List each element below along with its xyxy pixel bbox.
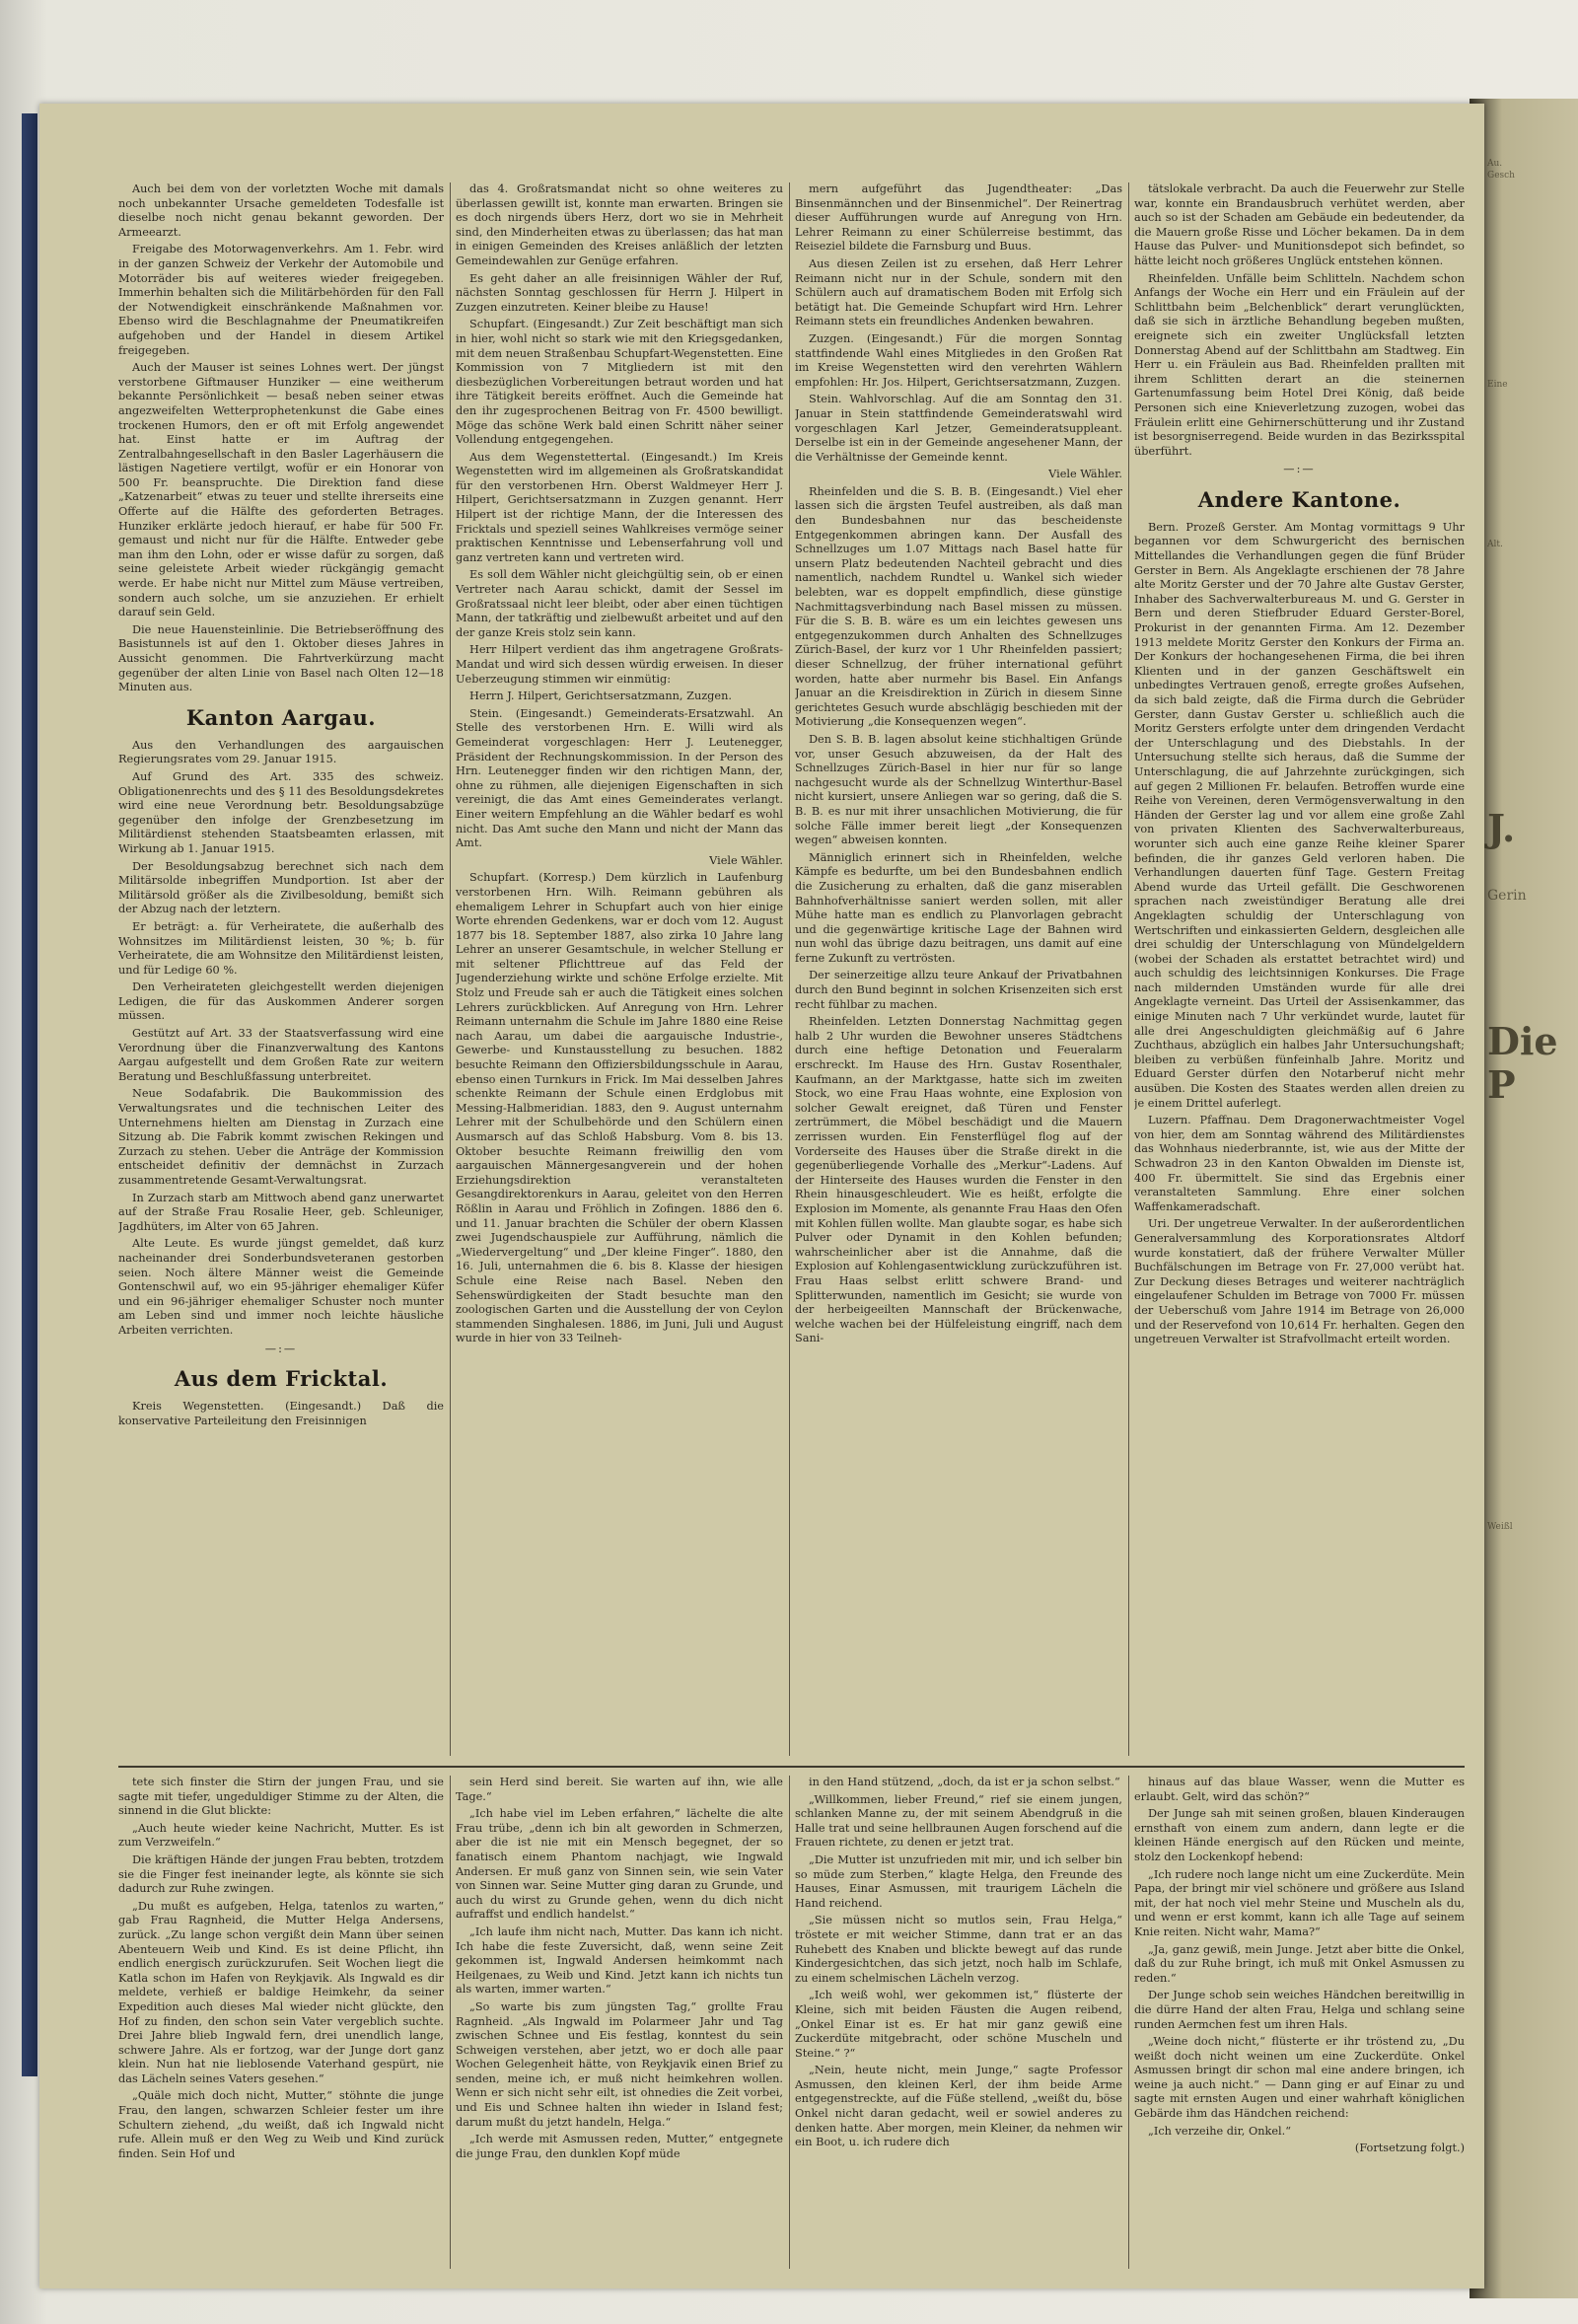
article-paragraph: Stein. (Eingesandt.) Gemeinderats-Ersatzwahl. An Stelle des verstorbenen Hrn. E. Willi wird als Gemeinderat vorgeschlagen: Herr J. Leutenegger, Präsident der Rechnungskommission. In der Person des Hrn. Leutenegger finden wir den richtigen Mann, der, ohne zu rühmen, alle diejenigen Eigenschaften in sich vereinigt, die das Amt eines Gemeinderates verlangt. Einer weitern Empfehlung an die Wähler bedarf es wohl nicht. Das Amt suche den Mann und nicht der Mann das Amt. [456, 706, 783, 850]
article-paragraph: Männiglich erinnert sich in Rheinfelden, welche Kämpfe es bedurfte, um bei den Bundesbahnen endlich die Zusicherung zu erhalten, daß die ganz miserablen Bahnhofverhältnisse saniert werden sollen, mit aller Mühe hatte man es endlich zu Planvorlagen gebracht und die gegenwärtige kritische Lage der Bahnen wird nun wohl das übrige dazu beitragen, uns damit auf eine ferne Zukunft zu vertrösten. [795, 850, 1122, 965]
edge-fragment: Gerin [1487, 888, 1527, 904]
section-heading: Kanton Aargau. [185, 704, 377, 730]
article-paragraph: „So warte bis zum jüngsten Tag,“ grollte Frau Ragnheid. „Als Ingwald im Polarmeer Jahr und Tag zwischen Schnee und Eis festlag, konntest du sein Schweigen verstehen, aber jetzt, wo er doch alle paar Wochen Gelegenheit hätte, von Reykjavik einen Brief zu senden, meine ich, er muß nicht heimkehren wollen. Wenn er sich nicht sehr eilt, ist ohnedies die Zeit vorbei, und Eis und Schnee halten ihn wieder in Island fest; darum mußt du jetzt handeln, Helga.“ [456, 1999, 783, 2129]
article-paragraph: das 4. Großratsmandat nicht so ohne weiteres zu überlassen gewillt ist, konnte man erwarten. Bringen sie es doch nirgends übers Herz, dort wo sie in Mehrheit sind, den Minderheiten etwas zu überlassen; das hat man in einigen Gemeinden des Kreises anläßlich der letzten Gemeindewahlen zur Genüge erfahren. [456, 182, 783, 267]
article-paragraph: „Ich weiß wohl, wer gekommen ist,“ flüsterte der Kleine, sich mit beiden Fäusten die Augen reibend, „Onkel Einar ist es. Er hat mir ganz gewiß eine Zuckerdüte mitgebracht, oder schöne Muscheln und Steine.“ ?“ [795, 1989, 1122, 2060]
article-paragraph: mern aufgeführt das Jugendtheater: „Das Binsenmännchen und der Binsenmichel“. Der Reinertrag dieser Aufführungen wurde auf Anregung von Hrn. Lehrer Reimann zu einer Schülerreise bestimmt, das Reiseziel bildete die Farnsburg und Buus. [795, 182, 1122, 254]
book-binding-strip [22, 113, 37, 2076]
article-paragraph: Neue Sodafabrik. Die Baukommission des Verwaltungsrates und die technischen Leiter des Unternehmens hielten am Dienstag in Zurzach eine Sitzung ab. Die Fabrik kommt zwischen Rekingen und Zurzach zu stehen. Ueber die Anträge der Kommission entscheidet definitiv der demnächst in Zurzach zusammentretende Gesamt-Verwaltungsrat. [118, 1087, 444, 1187]
edge-fragment: Die P [1487, 1019, 1558, 1107]
article-paragraph: tete sich finster die Stirn der jungen Frau, und sie sagte mit tiefer, ungeduldiger Stimme zu der Alten, die sinnend in die Glut blickte: [118, 1776, 444, 1818]
column-3 [795, 182, 1122, 1756]
article-paragraph: Er beträgt: a. für Verheiratete, die außerhalb des Wohnsitzes im Militärdienst leisten, 30 %; b. für Verheiratete, die am Wohnsitze den Militärdienst leisten, und für Ledige 60 %. [118, 919, 444, 977]
article-paragraph: „Quäle mich doch nicht, Mutter,“ stöhnte die junge Frau, den langen, schwarzen Schleier fester um ihre Schultern ziehend, „du weißt, daß ich Ingwald nicht rufe. Allein muß er den Weg zu Weib und Kind zurück finden. Sein Hof und [118, 2089, 444, 2160]
newspaper-page [39, 104, 1484, 2288]
column-1 [118, 182, 444, 1756]
edge-fragment: Eine [1487, 380, 1508, 390]
column-rule [789, 1776, 790, 2269]
article-paragraph: Der Junge sah mit seinen großen, blauen Kinderaugen ernsthaft von einem zum andern, dann legte er die kleinen Hände energisch auf den Rücken und meinte, stolz den Lockenkopf hebend: [1134, 1807, 1465, 1863]
article-paragraph: Uri. Der ungetreue Verwalter. In der außerordentlichen Generalversammlung des Korporationsrates Altdorf wurde konstatiert, daß der frühere Verwalter Müller Buchfälschungen im Betrage von Fr. 27,000 verübt hat. Zur Deckung dieses Betrages und weiterer nachträglich eingelaufener Schulden im Betrage von 7000 Fr. müssen der Ueberschuß vom Jahre 1914 im Betrage von 26,000 und der Reservefond von 10,614 Fr. herhalten. Gegen den ungetreuen Verwalter ist Strafvollmacht erteilt worden. [1134, 1217, 1465, 1346]
column-rule [450, 1776, 451, 2269]
column-rule [450, 182, 451, 1756]
article-paragraph: in den Hand stützend, „doch, da ist er ja schon selbst.“ [809, 1776, 1120, 1788]
article-paragraph: Stein. Wahlvorschlag. Auf die am Sonntag den 31. Januar in Stein stattfindende Gemeinderatswahl wird vorgeschlagen Karl Jetzer, Gemeinderatsuppleant. Derselbe ist ein in der Gemeinde angesehener Mann, der die Verhältnisse der Gemeinde kennt. [795, 393, 1122, 464]
article-paragraph: tätslokale verbracht. Da auch die Feuerwehr zur Stelle war, konnte ein Brandausbruch verhütet werden, aber auch so ist der Schaden am Gebäude ein bedeutender, da die Mauern große Risse und Löcher bekamen. Da in dem Hause das Pulver- und Munitionsdepot sich befindet, so hätte leicht noch größeres Unglück entstehen können. [1134, 182, 1465, 267]
article-paragraph: Auf Grund des Art. 335 des schweiz. Obligationenrechts und des § 11 des Besoldungsdekretes wird eine neue Verordnung betr. Besoldungsabzüge gegenüber den infolge der Grenzbesetzung im Militärdienst stehenden Staatsbeamten erlassen, mit Wirkung ab 1. Januar 1915. [118, 769, 444, 855]
article-paragraph: Kreis Wegenstetten. (Eingesandt.) Daß die konservative Parteileitung den Freisinnigen [118, 1400, 444, 1427]
article-paragraph: Der Besoldungsabzug berechnet sich nach dem Militärsolde inbegriffen Mundportion. Ist aber der Militärsold größer als die Zivilbesoldung, bemißt sich der Abzug nach der letztern. [118, 859, 444, 916]
article-paragraph: Der Junge schob sein weiches Händchen bereitwillig in die dürre Hand der alten Frau, Helga und schlang seine runden Aermchen fest um ihren Hals. [1134, 1989, 1465, 2031]
section-heading: Aus dem Fricktal. [174, 1366, 389, 1392]
article-paragraph: Aus diesen Zeilen ist zu ersehen, daß Herr Lehrer Reimann nicht nur in der Schule, sondern mit den Schülern auch auf dramatischem Boden mit Erfolg sich betätigt hat. Die Gemeinde Schupfart wird Hrn. Lehrer Reimann stets ein freundliches Andenken bewahren. [795, 256, 1122, 328]
separator: —:— [264, 1342, 298, 1355]
article-paragraph: Die kräftigen Hände der jungen Frau bebten, trotzdem sie die Finger fest ineinander legte, als könnte sie sich dadurch zur Ruhe zwingen. [118, 1852, 444, 1896]
signature-line: Viele Wähler. [709, 853, 783, 867]
column-rule [789, 182, 790, 1756]
article-paragraph: „Nein, heute nicht, mein Junge,“ sagte Professor Asmussen, den kleinen Kerl, der ihm beide Arme entgegenstreckte, auf die Füße stellend, „weißt du, böse Onkel nicht daran gedacht, weil er sowiel anderes zu denken hatte. Aber morgen, mein Kleiner, da nehmen wir ein Boot, u. ich rudere dich [795, 2064, 1122, 2149]
edge-fragment: Au. [1487, 159, 1503, 169]
article-paragraph: Rheinfelden. Unfälle beim Schlitteln. Nachdem schon Anfangs der Woche ein Herr und ein Fräulein auf der Schlittbahn beim „Belchenblick“ derart verunglückten, daß sie sich in ärztliche Behandlung begeben mußten, ereignete sich ein zweiter Unglücksfall letzten Donnerstag Abend auf der Schlittbahn am Stadtweg. Ein Herr u. ein Fräulein aus Bad. Rheinfelden prallten mit ihrem Schlitten derart an die steinernen Gartenumfassung beim Hotel Drei König, daß beide Personen sich eine Knieverletzung zuzogen, wobei das Fräulein erlitt eine Gehirnerschütterung und ihr Zustand ist besorgniserregend. Beide wurden in das Bezirksspital überführt. [1134, 271, 1465, 458]
column-rule [1128, 1776, 1129, 2269]
article-paragraph: Alte Leute. Es wurde jüngst gemeldet, daß kurz nacheinander drei Sonderbundsveteranen gestorben seien. Noch ältere Männer weist die Gemeinde Gontenschwil auf, wo ein 95-jähriger ehemaliger Küfer und ein 96-jähriger ehemaliger Schuster noch munter am Leben sind und immer noch leichte häusliche Arbeiten verrichten. [118, 1237, 444, 1337]
article-paragraph: „Willkommen, lieber Freund,“ rief sie einem jungen, schlanken Manne zu, der mit seinem Abendgruß in die Halle trat und seine hellbraunen Augen forschend auf die Frauen richtete, zu denen er jetzt trat. [795, 1792, 1122, 1850]
article-paragraph: Bern. Prozeß Gerster. Am Montag vormittags 9 Uhr begannen vor dem Schwurgericht des bernischen Mittellandes die Verhandlungen gegen die fünf Brüder Gerster in Bern. Als Angeklagte erschienen der 78 Jahre alte Moritz Gerster und der 70 Jahre alte Gustav Gerster, Inhaber des Sachverwalterbureaus M. und G. Gerster in Bern und deren Stiefbruder Eduard Gerster-Borel, Prokurist in der genannten Firma. Am 12. Dezember 1913 meldete Moritz Gerster den Konkurs der Firma an. Der Konkurs der hochangesehenen Firma, die bei ihren Klienten und in der ganzen Geschäftswelt ein unbedingtes Vertrauen genoß, erregte großes Aufsehen, da sich bald zeigte, daß die Firma durch die Gebrüder Gerster, dann Gustav Gerster u. schließlich auch die Moritz Gersters erfolgte unter dem dringenden Verdacht der Unterschlagung und des Diebstahls. In der Untersuchung stellte sich heraus, daß die Summe der Unterschlagung, die auf Jahrzehnte zurückgingen, sich auf gegen 2 Millionen Fr. belaufen. Betroffen wurde eine Reihe von Vereinen, deren Vermögensverwaltung in den Händen der Gerster lag und vor allem eine große Zahl von privaten Klienten des Sachverwalterbureaus, worunter sich auch eine ganze Reihe kleiner Sparer befinden, die ihr ganzes Geld verloren haben. Die Verhandlungen dauerten fünf Tage. Gestern Freitag Abend wurde das Urteil gefällt. Die Geschworenen sprachen nach zweistündiger Beratung alle drei Angeklagten schuldig der Unterschlagung von Wertschriften und einkassierten Geldern, desgleichen alle drei schuldig der Unterschlagung von Mündelgeldern (wobei der Schaden als erstattet betrachtet wird) und auch schuldig des leichtsinnigen Konkurses. Die Frage nach mildernden Umständen wurde für alle drei Angeklagte verneint. Das Urteil der Assisenkammer, das einige Minuten nach 7 Uhr verkündet wurde, lautet für alle drei Angeschuldigten gleichmäßig auf 6 Jahre Zuchthaus, abzüglich ein halbes Jahr Untersuchungshaft; bleiben zu verbüßen fünfeinhalb Jahre. Moritz und Eduard Gerster dürfen den Notarberuf nicht mehr ausüben. Die Kosten des Staates werden allen dreien zu je einem Drittel auferlegt. [1134, 520, 1465, 1110]
article-paragraph: Freigabe des Motorwagenverkehrs. Am 1. Febr. wird in der ganzen Schweiz der Verkehr der Automobile und Motorräder bis auf weiteres wieder freigegeben. Immerhin behalten sich die Militärbehörden für den Fall der Notwendigkeit einschränkende Maßnahmen vor. Ebenso wird die Beschlagnahme der Pneumatikreifen aufgehoben und der Handel in diesem Artikel freigegeben. [118, 243, 444, 357]
article-paragraph: „Du mußt es aufgeben, Helga, tatenlos zu warten,“ gab Frau Ragnheid, die Mutter Helga Andersens, zurück. „Zu lange schon vergißt dein Mann über seinen Abenteuern Weib und Kind. Es ist deine Pflicht, ihn endlich energisch zurückzurufen. Seit Wochen liegt die Katla schon im Hafen von Reykjavik. Als Ingwald es dir meldete, verhieß er baldige Heimkehr, da seiner Expedition auch dieses Mal wieder nicht glückte, den Hof zu finden, den schon sein Vater vergeblich suchte. Drei Jahre blieb Ingwald fern, drei unendlich lange, schwere Jahre. Als er fortzog, war der Junge dort ganz klein. Nun hat nie lieblosende Vaterhand gespürt, nie das Lächeln seines Vaters gesehen.“ [118, 1899, 444, 2085]
next-page-edge [1470, 99, 1578, 2298]
article-paragraph: Auch bei dem von der vorletzten Woche mit damals noch unbekannter Ursache gemeldeten Todesfalle ist dieselbe noch nicht genau bekannt geworden. Der Armeearzt. [118, 182, 444, 239]
article-paragraph: „Ja, ganz gewiß, mein Junge. Jetzt aber bitte die Onkel, daß du zur Ruhe bringt, ich muß mit Onkel Asmussen zu reden.“ [1134, 1942, 1465, 1985]
article-paragraph: Rheinfelden. Letzten Donnerstag Nachmittag gegen halb 2 Uhr wurden die Bewohner unseres Städtchens durch eine heftige Detonation und Feueralarm erschreckt. Im Hause des Hrn. Gustav Rosenthaler, Kaufmann, an der Marktgasse, hatte sich im zweiten Stock, wo eine Frau Haas wohnte, eine Explosion von solcher Gewalt ereignet, daß Türen und Fenster zertrümmert, die Möbel beschädigt und die Mauern zerrissen wurden. Ein Fensterflügel flog auf der Vorderseite des Hauses über die Straße direkt in die gegenüberliegende Vorhalle des „Merkur“-Ladens. Auf der Hinterseite des Hauses wurden die Fenster in den Rhein hinausgeschleudert. Wie es heißt, erfolgte die Explosion im Momente, als genannte Frau Haas den Ofen mit Kohlen füllen wollte. Man glaubte sogar, es habe sich Pulver oder Dynamit in den Kohlen befunden; wahrscheinlicher aber ist die Annahme, daß die Explosion auf Kohlengasentwicklung zurückzuführen ist. Frau Haas selbst erlitt schwere Brand- und Splitterwunden, namentlich im Gesicht; sie wurde von der herbeigeeilten Mannschaft der Brückenwache, welche wachen bei der Hülfeleistung eingriff, nach dem Sani- [795, 1015, 1122, 1345]
article-paragraph: Auch der Mauser ist seines Lohnes wert. Der jüngst verstorbene Giftmauser Hunziker — eine weitherum bekannte Persönlichkeit — besaß neben seiner etwas angezweifelten Wetterprophetenkunst die Gabe eines trockenen Humors, den er oft mit Erfolg angewendet hat. Einst hatte er im Auftrag der Zentralbahngesellschaft in den Basler Lagerhäusern die lästigen Nagetiere vertilgt, wofür er ein Honorar von 500 Fr. beanspruchte. Die Direktion fand diese „Katzenarbeit“ etwas zu teuer und stellte ihrerseits eine Offerte auf die Hälfte des geforderten Betrages. Hunziker erklärte jedoch hierauf, er habe für 500 Fr. gemaust und nicht nur für die Hälfte. Entweder gebe man ihm den Lohn, oder er wisse dafür zu sorgen, daß seine geleistete Arbeit wieder rückgängig gemacht werde. Er habe nicht nur Mittel zum Mäuse vertreiben, sondern auch solche, um sie anzuziehen. Er erhielt darauf sein Geld. [118, 361, 444, 619]
article-paragraph: Herr Hilpert verdient das ihm angetragene Großrats-Mandat und wird sich dessen würdig erweisen. In dieser Ueberzeugung stimmen wir einmütig: [456, 643, 783, 686]
feuilleton-column-4 [1134, 1776, 1465, 2269]
separator: —:— [1283, 463, 1316, 476]
article-paragraph: Die neue Hauensteinlinie. Die Betriebseröffnung des Basistunnels ist auf den 1. Oktober dieses Jahres in Aussicht genommen. Die Fahrtverkürzung macht gegenüber der alten Linie von Basel nach Olten 12—18 Minuten aus. [118, 622, 444, 694]
column-4 [1134, 182, 1465, 1756]
column-rule [1128, 182, 1129, 1756]
article-paragraph: In Zurzach starb am Mittwoch abend ganz unerwartet auf der Straße Frau Rosalie Heer, geb. Schleuniger, Jagdhüters, im Alter von 65 Jahren. [118, 1191, 444, 1233]
article-paragraph: „Ich habe viel im Leben erfahren,“ lächelte die alte Frau trübe, „denn ich bin alt geworden in Schmerzen, aber die ist nie mit ein Mensch begegnet, der so fanatisch einem Phantom nachjagt, wie Ingwald Andersen. Er muß ganz von Sinnen sein, wie sein Vater von Sinnen war. Seine Mutter ging daran zu Grunde, und auch du wirst zu Grunde gehen, wenn du dich nicht aufraffst und endlich handelst.“ [456, 1807, 783, 1922]
article-paragraph: Gestützt auf Art. 33 der Staatsverfassung wird eine Verordnung über die Finanzverwaltung des Kantons Aargau aufgestellt und dem Großen Rate zur weitern Beratung und Beschlußfassung unterbreitet. [118, 1027, 444, 1083]
article-paragraph: „Ich laufe ihm nicht nach, Mutter. Das kann ich nicht. Ich habe die feste Zuversicht, daß, wenn seine Zeit gekommen ist, Ingwald Andersen heimkommt nach Heilgenaes, zu Weib und Kind. Jetzt kann ich nichts tun als warten, immer warten.“ [456, 1925, 783, 1997]
feuilleton-divider [118, 1766, 1465, 1768]
article-paragraph: Den Verheirateten gleichgestellt werden diejenigen Ledigen, die für das Auskommen Anderer sorgen müssen. [118, 980, 444, 1023]
article-paragraph: Schupfart. (Eingesandt.) Zur Zeit beschäftigt man sich in hier, wohl nicht so stark wie mit den Kriegsgedanken, mit dem neuen Straßenbau Schupfart-Wegenstetten. Eine Kommission von 7 Mitgliedern ist mit den diesbezüglichen Vorbereitungen betraut worden und hat ihre Tätigkeit bereits eröffnet. Auch die Gemeinde hat den ihr zugesprochenen Beitrag von Fr. 4500 bewilligt. Möge das schöne Werk bald einen Schritt näher seiner Vollendung entgegengehen. [456, 318, 783, 447]
signature-line: (Fortsetzung folgt.) [1354, 2142, 1465, 2155]
edge-fragment: Alt. [1487, 540, 1503, 549]
article-paragraph: Luzern. Pfaffnau. Dem Dragonerwachtmeister Vogel von hier, dem am Sonntag während des Militärdienstes das Wohnhaus niederbrannte, ist, wie aus der Mitte der Schwadron 23 in den Kanton Obwalden im Dienste ist, 400 Fr. übermittelt. Sie sind das Ergebnis einer veranstalteten Sammlung. Ehre einer solchen Waffenkameradschaft. [1134, 1114, 1465, 1213]
article-paragraph: Es soll dem Wähler nicht gleichgültig sein, ob er einen Vertreter nach Aarau schickt, damit der Sessel im Großratssaal nicht leer bleibt, oder aber einen tüchtigen Mann, der tatkräftig und zielbewußt arbeitet und auf den der ganze Kreis stolz sein kann. [456, 568, 783, 639]
article-paragraph: „Sie müssen nicht so mutlos sein, Frau Helga,“ tröstete er mit weicher Stimme, dann trat er an das Ruhebett des Knaben und blickte bewegt auf das runde Kindergesichtchen, das sich jetzt, noch halb im Schlafe, zu einem schelmischen Lächeln verzog. [795, 1914, 1122, 1985]
article-paragraph: hinaus auf das blaue Wasser, wenn die Mutter es erlaubt. Gelt, wird das schön?“ [1134, 1776, 1465, 1803]
article-paragraph: sein Herd sind bereit. Sie warten auf ihn, wie alle Tage.“ [456, 1776, 783, 1803]
article-paragraph: Aus den Verhandlungen des aargauischen Regierungsrates vom 29. Januar 1915. [118, 738, 444, 766]
feuilleton-column-1 [118, 1776, 444, 2269]
article-paragraph: Der seinerzeitige allzu teure Ankauf der Privatbahnen durch den Bund beginnt in solchen Krisenzeiten sich erst recht fühlbar zu machen. [795, 969, 1122, 1011]
article-paragraph: „Ich rudere noch lange nicht um eine Zuckerdüte. Mein Papa, der bringt mir viel schönere und größere aus Island mit, der hat noch viel mehr Steine und Muscheln als du, und wenn er erst kommt, kann ich alle Tage auf seinem Knie reiten. Nicht wahr, Mama?“ [1134, 1867, 1465, 1938]
article-paragraph: „Auch heute wieder keine Nachricht, Mutter. Es ist zum Verzweifeln.“ [118, 1821, 444, 1850]
article-paragraph: „Ich verzeihe dir, Onkel.“ [1148, 2124, 1292, 2138]
edge-fragment: J. [1487, 806, 1516, 850]
article-paragraph: Aus dem Wegenstettertal. (Eingesandt.) Im Kreis Wegenstetten wird im allgemeinen als Großratskandidat für den verstorbenen Hrn. Oberst Waldmeyer Herr J. Hilpert, Gerichtsersatzmann in Zuzgen genannt. Herr Hilpert ist der richtige Mann, der die Interessen des Fricktals und speziell seines Wahlkreises vermöge seiner praktischen Kenntnisse und Lebenserfahrung voll und ganz vertreten kann und vertreten wird. [456, 450, 783, 564]
article-paragraph: Den S. B. B. lagen absolut keine stichhaltigen Gründe vor, unser Gesuch abzuweisen, da der Halt des Schnellzuges Zürich-Basel in hier nur für so lange nachgesucht wurde als der Schnellzug Winterthur-Basel nicht kursiert, unsere Anliegen war so gering, daß die S. B. B. es nur mit ihrer unsachlichen Motivierung, die für solche Fälle immer bereit liegt „der Konsequenzen wegen“ abweisen konnten. [795, 732, 1122, 847]
article-paragraph: „Weine doch nicht,“ flüsterte er ihr tröstend zu, „Du weißt doch nicht weinen um eine Zuckerdüte. Onkel Asmussen bringt dir schon mal eine andere bringen, ich weine ja auch nicht.“ — Dann ging er auf Einar zu und sagte mit ernsten Augen und einer wahrhaft königlichen Gebärde ihm das Händchen reichend: [1134, 2035, 1465, 2121]
article-paragraph: „Die Mutter ist unzufrieden mit mir, und ich selber bin so müde zum Sterben,“ klagte Helga, den Freunde des Hauses, Einar Asmussen, mit traurigem Lächeln die Hand reichend. [795, 1852, 1122, 1910]
edge-fragment: Weißl [1487, 1522, 1513, 1532]
article-paragraph: Schupfart. (Korresp.) Dem kürzlich in Laufenburg verstorbenen Hrn. Wilh. Reimann gebühren als ehemaligem Lehrer in Schupfart auch von hier einige Worte ehrenden Gedenkens, war er doch vom 12. August 1877 bis 18. September 1887, also zirka 10 Jahre lang Lehrer an unserer Gesamtschule, in welcher Stellung er mit seltener Pflichttreue auf das Feld der Jugenderziehung wirkte und schöne Erfolge erzielte. Mit Stolz und Freude sah er auch die Tätigkeit eines solchen Lehrers zurückblicken. Auf Anregung von Hrn. Lehrer Reimann unternahm die Schule im Jahre 1880 eine Reise nach Aarau, um dabei die aargauische Industrie-, Gewerbe- und Kunstausstellung zu besuchen. 1882 besuchte Reimann den Offiziersbildungsschule in Aarau, ebenso einen Turnkurs in Frick. Im Mai desselben Jahres schenkte Reimann der Schule einen Erdglobus mit Messing-Halbmeridian. 1883, den 9. August unternahm Lehrer mit der Schulbehörde und den Schülern einen Ausmarsch auf das Schloß Habsburg. Vom 8. bis 13. Oktober besuchte Reimann freiwillig den vom aargauischen Männergesangverein und der hohen Erziehungsdirektion veranstalteten Gesangdirektorenkurs in Aarau, geleitet von den Herren Rößlin in Aarau und Fröhlich in Zofingen. 1886 den 6. und 11. Januar brachten die Schüler der obern Klassen zwei Jugendschauspiele zur Aufführung, nämlich die „Wiedervergeltung“ und „Der kleine Finger“. 1880, den 16. Juli, unternahmen die 6. bis 8. Klasse der hiesigen Schule eine Reise nach Basel. Neben den Sehenswürdigkeiten der Stadt besuchte man den zoologischen Garten und die Ausstellung der von Ceylon stammenden Singhalesen. 1886, im Juni, Juli und August wurde in hier von 33 Teilneh- [456, 871, 783, 1345]
feuilleton-column-2 [456, 1776, 783, 2269]
column-2 [456, 182, 783, 1756]
feuilleton-column-3 [795, 1776, 1122, 2269]
article-paragraph: „Ich werde mit Asmussen reden, Mutter,“ entgegnete die junge Frau, den dunklen Kopf müde [456, 2133, 783, 2160]
signature-line: Viele Wähler. [1048, 468, 1122, 481]
article-paragraph: Rheinfelden und die S. B. B. (Eingesandt.) Viel eher lassen sich die ärgsten Teufel austreiben, als daß man den Bundesbahnen nur das bescheidenste Entgegenkommen abringen kann. Der Ausfall des Schnellzuges um 1.07 Mittags nach Basel hatte für unsern Platz bedeutenden Nachteil gebracht und dies namentlich, nachdem Rundtel u. Wankel sich wieder belebten, war es doppelt empfindlich, diese günstige Nachmittagsverbindung nach Basel missen zu müssen. Für die S. B. B. wäre es um ein leichtes gewesen uns entgegenzukommen durch Anhalten des Schnellzuges Zürich-Basel, der kurz vor 1 Uhr Rheinfelden passiert; dieser Schnellzug, der früher international geführt worden, hatte aber nurmehr bis Basel. Ein Anfangs Januar an die Kreisdirektion in Zürich in diesem Sinne gerichtetes Gesuch wurde abschlägig beschieden mit der Motivierung „die Konsequenzen wegen“. [795, 484, 1122, 729]
article-paragraph: Es geht daher an alle freisinnigen Wähler der Ruf, nächsten Sonntag geschlossen für Herrn J. Hilpert in Zuzgen einzutreten. Keiner bleibe zu Hause! [456, 271, 783, 314]
article-paragraph: Zuzgen. (Eingesandt.) Für die morgen Sonntag stattfindende Wahl eines Mitgliedes in den Großen Rat im Kreise Wegenstetten wird den verehrten Wählern empfohlen: Hr. Jos. Hilpert, Gerichtsersatzmann, Zuzgen. [795, 331, 1122, 389]
article-paragraph: Herrn J. Hilpert, Gerichtsersatzmann, Zuzgen. [469, 690, 732, 703]
edge-fragment: Gesch [1487, 171, 1515, 181]
section-heading: Andere Kantone. [1197, 486, 1401, 512]
